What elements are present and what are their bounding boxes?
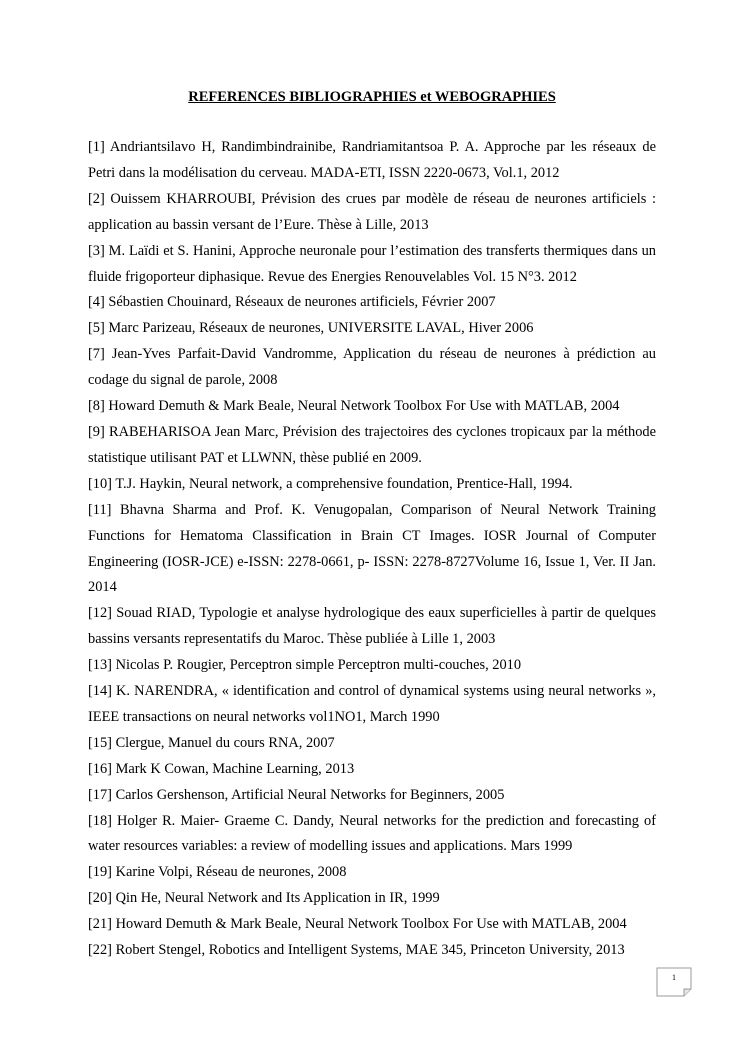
reference-item: [12] Souad RIAD, Typologie et analyse hydrologique des eaux superficielles à partir de quelques bassins versants representatifs du Maroc. Thèse publiée à Lille 1, 2003 (88, 605, 656, 648)
reference-item: [5] Marc Parizeau, Réseaux de neurones, UNIVERSITE LAVAL, Hiver 2006 (88, 320, 534, 337)
reference-item: [22] Robert Stengel, Robotics and Intelligent Systems, MAE 345, Princeton University, 2013 (88, 942, 625, 959)
reference-item: [9] RABEHARISOA Jean Marc, Prévision des trajectoires des cyclones tropicaux par la méthode statistique utilisant PAT et LLWNN, thèse publié en 2009. (88, 423, 656, 466)
page-number: 1 (672, 973, 676, 982)
reference-item: [8] Howard Demuth & Mark Beale, Neural Network Toolbox For Use with MATLAB, 2004 (88, 398, 620, 415)
reference-item: [10] T.J. Haykin, Neural network, a comprehensive foundation, Prentice-Hall, 1994. (88, 475, 573, 492)
reference-item: [11] Bhavna Sharma and Prof. K. Venugopalan, Comparison of Neural Network Training Functions for Hematoma Classification in Brain CT Images. IOSR Journal of Computer Engineering (IOSR-JCE) e-ISSN: 2278-0661, p- ISSN: 2278-8727Volume 16, Issue 1, Ver. II Jan. 2014 (88, 501, 656, 596)
reference-item: [13] Nicolas P. Rougier, Perceptron simple Perceptron multi-couches, 2010 (88, 657, 522, 674)
reference-item: [18] Holger R. Maier- Graeme C. Dandy, Neural networks for the prediction and forecasting of water resources variables: a review of modelling issues and applications. Mars 1999 (88, 812, 656, 855)
page-corner-icon (656, 967, 692, 997)
reference-item: [14] K. NARENDRA, « identification and control of dynamical systems using neural networks », IEEE transactions on neural networks vol1NO1, March 1990 (88, 683, 656, 725)
reference-item: [7] Jean-Yves Parfait-David Vandromme, Application du réseau de neurones à prédiction au codage du signal de parole, 2008 (88, 346, 656, 389)
reference-item: [15] Clergue, Manuel du cours RNA, 2007 (88, 734, 335, 751)
page-number-box (656, 967, 692, 997)
reference-item: [4] Sébastien Chouinard, Réseaux de neurones artificiels, Février 2007 (88, 294, 496, 311)
reference-item: [21] Howard Demuth & Mark Beale, Neural Network Toolbox For Use with MATLAB, 2004 (88, 916, 627, 933)
reference-item: [1] Andriantsilavo H, Randimbindrainibe, Randriamitantsoa P. A. Approche par les réseaux de Petri dans la modélisation du cerveau. MADA-ETI, ISSN 2220-0673, Vol.1, 2012 (88, 139, 656, 181)
reference-item: [2] Ouissem KHARROUBI, Prévision des crues par modèle de réseau de neurones artificiels : application au bassin versant de l’Eure. Thèse à Lille, 2013 (88, 190, 656, 233)
reference-item: [17] Carlos Gershenson, Artificial Neural Networks for Beginners, 2005 (88, 786, 505, 803)
page-title: REFERENCES BIBLIOGRAPHIES et WEBOGRAPHIES (188, 89, 556, 105)
reference-item: [19] Karine Volpi, Réseau de neurones, 2008 (88, 864, 347, 881)
reference-list (88, 135, 656, 964)
reference-item: [16] Mark K Cowan, Machine Learning, 2013 (88, 760, 355, 777)
reference-item: [20] Qin He, Neural Network and Its Application in IR, 1999 (88, 890, 440, 907)
reference-item: [3] M. Laïdi et S. Hanini, Approche neuronale pour l’estimation des transferts thermiques dans un fluide frigoporteur diphasique. Revue des Energies Renouvelables Vol. 15 N°3. 2012 (88, 242, 656, 285)
